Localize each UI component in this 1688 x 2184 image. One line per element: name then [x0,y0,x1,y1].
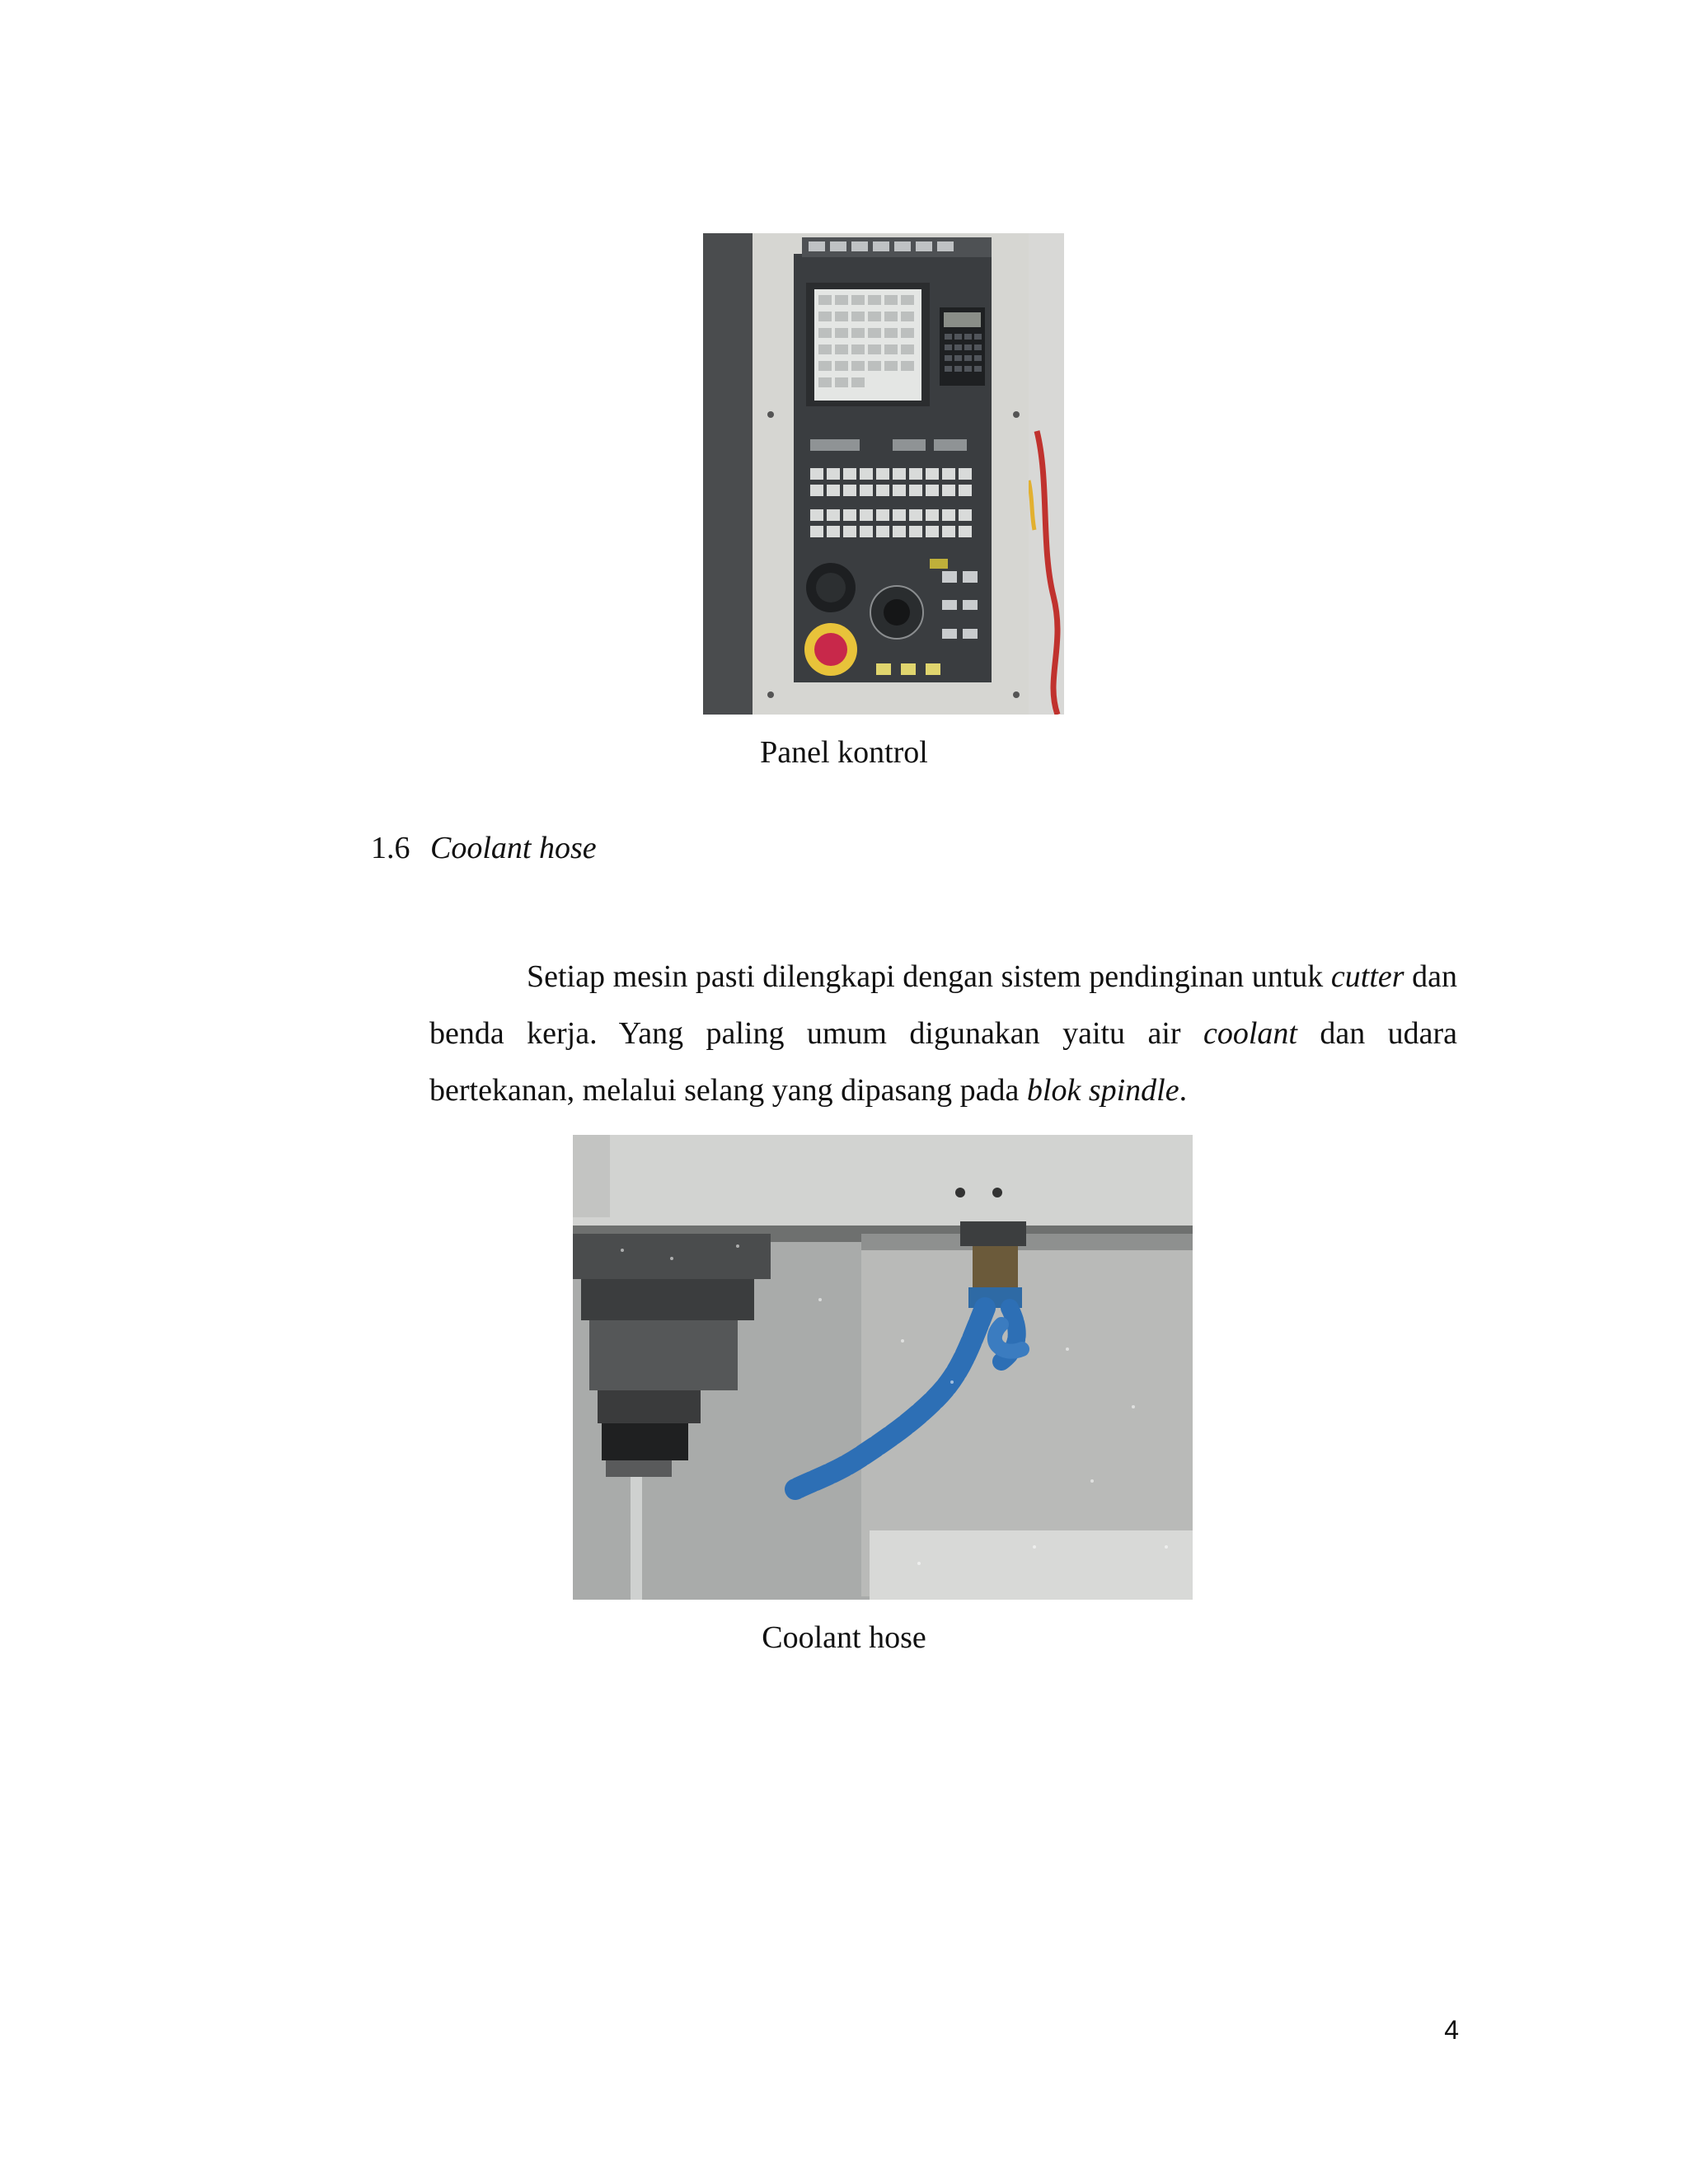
coolant-hose-photo [573,1135,1193,1600]
body-paragraph [429,949,1457,1119]
paragraph-text: dan udara bertekanan, melalui selang yang dipasang pada [429,1016,1457,1108]
figure-caption-coolant-hose: Coolant hose [762,1620,926,1655]
section-heading [371,828,597,868]
section-number: 1.6 [371,831,410,865]
term-cutter: cutter [1330,959,1404,994]
section-title: Coolant hose [430,831,597,865]
page-number: 4 [1444,2015,1459,2045]
term-blok-spindle: blok spindle [1026,1073,1179,1108]
control-panel-photo [703,233,1064,715]
paragraph-text: . [1179,1073,1188,1108]
term-coolant: coolant [1203,1016,1297,1051]
paragraph-text: Setiap mesin pasti dilengkapi dengan sistem pendinginan untuk [527,959,1331,994]
figure-caption-control-panel: Panel kontrol [760,735,928,770]
paragraph-text: dan benda kerja. Yang paling umum digunakan yaitu air [429,959,1457,1051]
